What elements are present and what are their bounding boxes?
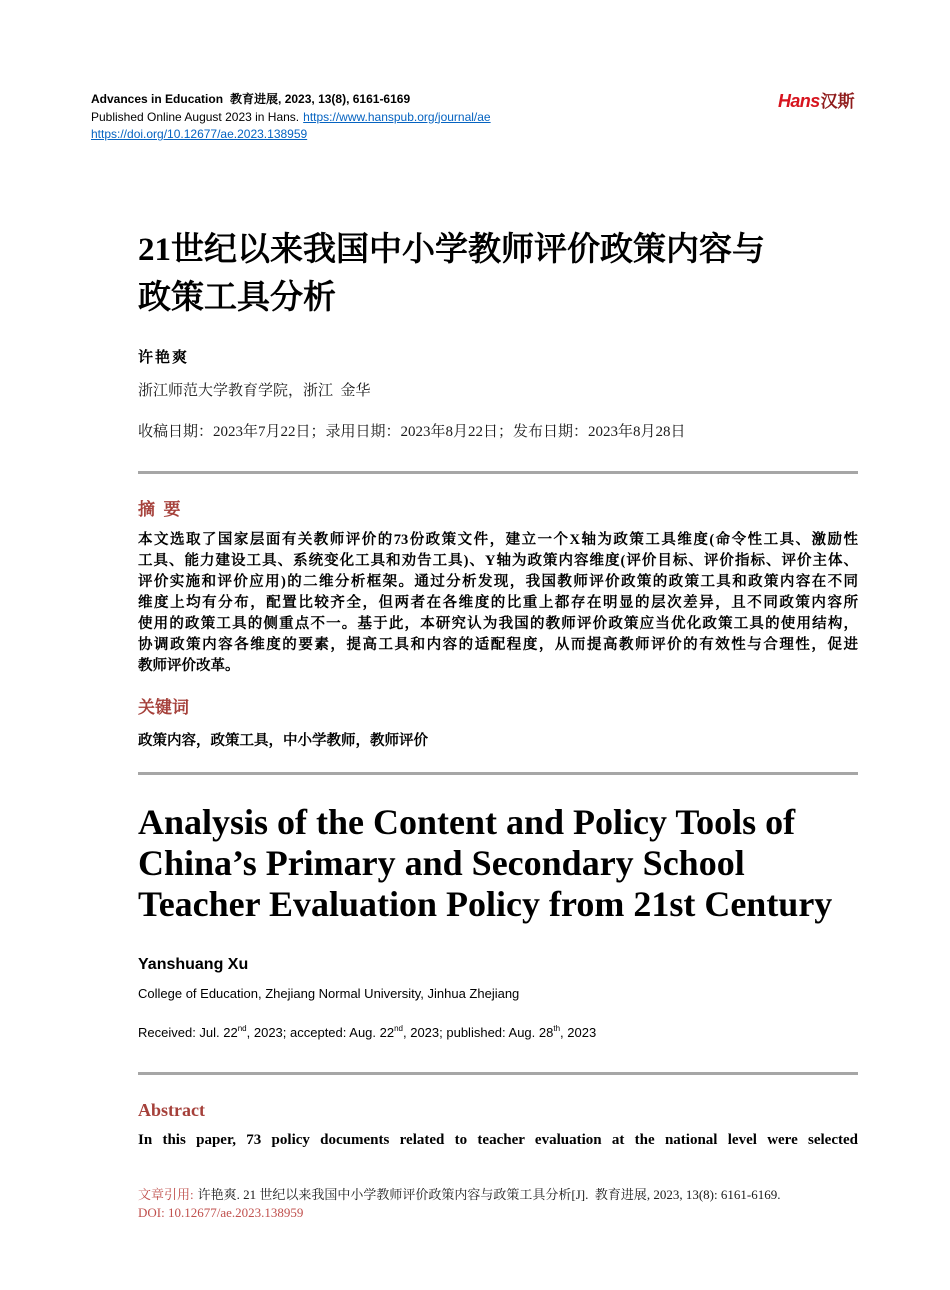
english-affiliation: College of Education, Zhejiang Normal University, Jinhua Zhejiang [138,986,520,1001]
english-title-line: Analysis of the Content and Policy Tools of [138,802,796,842]
abstract-line: 协调政策内容各维度的要素，提高工具和内容的适配程度，从而提高教师评价的有效性与合理性，促进 [138,637,858,653]
english-title [138,802,858,925]
section-divider [138,1072,858,1075]
english-title-line: China’s Primary and Secondary School [138,843,745,883]
dates-text: Received: Jul. 22 [138,1025,238,1040]
journal-name-en: Advances in Education [91,92,224,106]
english-dates [138,1024,596,1042]
abstract-line: 工具、能力建设工具、系统变化工具和劝告工具)、Y轴为政策内容维度(评价目标、评价指标、评价主体、 [138,553,858,569]
citation-text: 许艳爽. 21 世纪以来我国中小学教师评价政策内容与政策工具分析[J]. 教育进展, 2023, 13(8): 6161-6169. [197,1187,781,1202]
section-divider [138,471,858,474]
running-header [91,91,491,144]
citation-label: 文章引用: [138,1187,194,1202]
journal-issue-info: 教育进展, 2023, 13(8), 6161-6169 [230,92,411,106]
chinese-abstract [138,530,858,677]
dates-text: , 2023; accepted: Aug. 22 [246,1025,395,1040]
abstract-line: 本文选取了国家层面有关教师评价的73份政策文件，建立一个X轴为政策工具维度(命令性工具、激励性 [138,532,858,548]
english-title-line: Teacher Evaluation Policy from 21st Century [138,884,833,924]
abstract-line: 使用的政策工具的侧重点不一。基于此，本研究认为我国的教师评价政策应当优化政策工具的使用结构， [138,616,858,632]
citation-doi: DOI: 10.12677/ae.2023.138959 [138,1205,304,1220]
chinese-title-line: 政策工具分析 [138,280,336,316]
english-author: Yanshuang Xu [138,956,249,973]
english-abstract-heading: Abstract [138,1100,205,1120]
chinese-author: 许艳爽 [138,350,190,366]
dates-text: , 2023 [560,1025,597,1040]
published-text: Published Online August 2023 in Hans. [91,109,300,124]
ordinal-suffix: th [553,1024,561,1033]
journal-line [91,91,491,109]
english-abstract-first-line: In this paper, 73 policy documents related to teacher evaluation at the national level were selected [138,1132,858,1148]
published-line [91,109,491,127]
ordinal-suffix: nd [237,1024,247,1033]
chinese-title [138,226,858,322]
chinese-title-line: 21世纪以来我国中小学教师评价政策内容与 [138,232,765,268]
citation-footer [138,1186,858,1222]
chinese-abstract-heading: 摘 要 [138,500,181,519]
chinese-dates: 收稿日期：2023年7月22日；录用日期：2023年8月22日；发布日期：2023年8月28日 [138,424,686,440]
hans-logo [778,91,855,111]
logo-latin-text: Hans [778,91,820,111]
chinese-keywords-heading: 关键词 [138,698,189,717]
doi-line [91,126,491,144]
dates-text: , 2023; published: Aug. 28 [403,1025,554,1040]
logo-cjk-text: 汉斯 [820,92,855,111]
chinese-keywords: 政策内容，政策工具，中小学教师，教师评价 [138,733,428,749]
abstract-line: 教师评价改革。 [138,658,240,674]
chinese-affiliation: 浙江师范大学教育学院，浙江 金华 [138,383,371,399]
doi-url-link[interactable]: https://doi.org/10.12677/ae.2023.138959 [91,127,308,141]
journal-url-link[interactable]: https://www.hanspub.org/journal/ae [303,109,491,124]
abstract-line: 评价实施和评价应用)的二维分析框架。通过分析发现，我国教师评价政策的政策工具和政策内容在不同 [138,574,858,590]
ordinal-suffix: nd [394,1024,403,1033]
abstract-line: 维度上均有分布，配置比较齐全，但两者在各维度的比重上都存在明显的层次差异，且不同政策内容所 [138,595,858,611]
section-divider [138,772,858,775]
